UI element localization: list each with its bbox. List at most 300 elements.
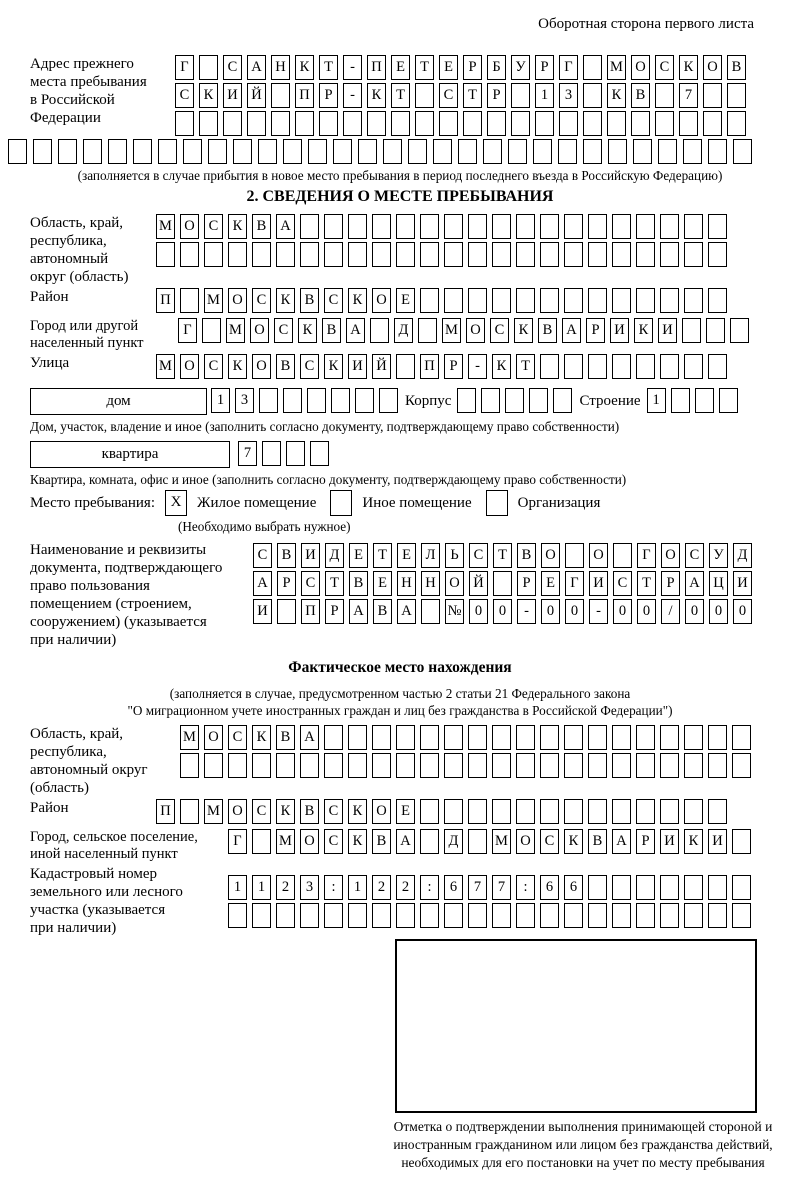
char-cell[interactable] <box>468 214 487 239</box>
char-cell[interactable]: С <box>469 543 488 568</box>
char-cell[interactable] <box>271 83 290 108</box>
char-cell[interactable] <box>492 288 511 313</box>
char-cell[interactable] <box>684 214 703 239</box>
char-cell[interactable] <box>732 753 751 778</box>
char-cell[interactable]: И <box>658 318 677 343</box>
char-cell[interactable] <box>228 903 247 928</box>
char-cell[interactable] <box>276 242 295 267</box>
char-cell[interactable]: Й <box>372 354 391 379</box>
char-cell[interactable]: 0 <box>469 599 488 624</box>
char-cell[interactable] <box>588 725 607 750</box>
char-cell[interactable] <box>540 799 559 824</box>
char-cell[interactable] <box>421 599 440 624</box>
char-cell[interactable]: С <box>204 354 223 379</box>
char-cell[interactable]: Т <box>493 543 512 568</box>
char-cell[interactable] <box>706 318 725 343</box>
char-cell[interactable]: Т <box>391 83 410 108</box>
char-cell[interactable] <box>247 111 266 136</box>
char-cell[interactable]: В <box>517 543 536 568</box>
char-cell[interactable] <box>108 139 127 164</box>
char-cell[interactable]: С <box>223 55 242 80</box>
char-cell[interactable]: 0 <box>541 599 560 624</box>
char-cell[interactable]: Д <box>444 829 463 854</box>
char-cell[interactable]: Д <box>733 543 752 568</box>
char-cell[interactable] <box>277 599 296 624</box>
char-cell[interactable] <box>468 799 487 824</box>
char-cell[interactable] <box>588 753 607 778</box>
char-cell[interactable] <box>540 242 559 267</box>
char-cell[interactable]: С <box>439 83 458 108</box>
char-cell[interactable] <box>703 111 722 136</box>
house-field-box[interactable]: дом <box>30 388 207 415</box>
char-cell[interactable]: Т <box>415 55 434 80</box>
char-cell[interactable] <box>348 242 367 267</box>
char-cell[interactable]: К <box>348 288 367 313</box>
char-cell[interactable]: И <box>610 318 629 343</box>
char-cell[interactable]: С <box>324 799 343 824</box>
char-cell[interactable]: В <box>373 599 392 624</box>
char-cell[interactable]: Р <box>277 571 296 596</box>
char-cell[interactable]: И <box>733 571 752 596</box>
char-cell[interactable] <box>391 111 410 136</box>
char-cell[interactable] <box>420 799 439 824</box>
char-cell[interactable] <box>564 214 583 239</box>
char-cell[interactable] <box>660 903 679 928</box>
char-cell[interactable] <box>420 753 439 778</box>
char-cell[interactable]: П <box>295 83 314 108</box>
char-cell[interactable] <box>58 139 77 164</box>
char-cell[interactable] <box>583 55 602 80</box>
char-cell[interactable]: 3 <box>235 388 254 413</box>
char-cell[interactable] <box>564 799 583 824</box>
char-cell[interactable] <box>324 753 343 778</box>
char-cell[interactable] <box>612 242 631 267</box>
char-cell[interactable]: Р <box>517 571 536 596</box>
char-cell[interactable]: В <box>727 55 746 80</box>
char-cell[interactable] <box>612 354 631 379</box>
char-cell[interactable] <box>708 875 727 900</box>
char-cell[interactable] <box>158 139 177 164</box>
char-cell[interactable]: О <box>372 288 391 313</box>
char-cell[interactable]: К <box>679 55 698 80</box>
char-cell[interactable] <box>708 139 727 164</box>
char-cell[interactable] <box>660 875 679 900</box>
char-cell[interactable] <box>684 903 703 928</box>
char-cell[interactable] <box>331 388 350 413</box>
char-cell[interactable] <box>684 288 703 313</box>
char-cell[interactable] <box>319 111 338 136</box>
char-cell[interactable]: 1 <box>647 388 666 413</box>
char-cell[interactable] <box>468 288 487 313</box>
char-cell[interactable] <box>396 753 415 778</box>
char-cell[interactable]: М <box>607 55 626 80</box>
char-cell[interactable] <box>516 242 535 267</box>
char-cell[interactable] <box>511 83 530 108</box>
char-cell[interactable]: Р <box>319 83 338 108</box>
char-cell[interactable] <box>612 875 631 900</box>
checkbox-other-premises[interactable] <box>330 490 352 516</box>
char-cell[interactable]: М <box>204 288 223 313</box>
char-cell[interactable] <box>444 214 463 239</box>
char-cell[interactable] <box>682 318 701 343</box>
char-cell[interactable]: 7 <box>468 875 487 900</box>
char-cell[interactable]: П <box>367 55 386 80</box>
char-cell[interactable] <box>276 753 295 778</box>
char-cell[interactable]: Г <box>637 543 656 568</box>
char-cell[interactable] <box>533 139 552 164</box>
char-cell[interactable] <box>633 139 652 164</box>
char-cell[interactable] <box>370 318 389 343</box>
char-cell[interactable]: 0 <box>733 599 752 624</box>
char-cell[interactable]: М <box>276 829 295 854</box>
char-cell[interactable]: Р <box>325 599 344 624</box>
char-cell[interactable] <box>558 139 577 164</box>
char-cell[interactable] <box>658 139 677 164</box>
char-cell[interactable]: О <box>516 829 535 854</box>
char-cell[interactable] <box>233 139 252 164</box>
char-cell[interactable] <box>684 725 703 750</box>
char-cell[interactable]: К <box>684 829 703 854</box>
char-cell[interactable] <box>559 111 578 136</box>
char-cell[interactable]: Е <box>391 55 410 80</box>
char-cell[interactable] <box>612 288 631 313</box>
char-cell[interactable]: К <box>367 83 386 108</box>
char-cell[interactable] <box>636 354 655 379</box>
char-cell[interactable]: Р <box>535 55 554 80</box>
char-cell[interactable] <box>684 354 703 379</box>
char-cell[interactable] <box>372 242 391 267</box>
char-cell[interactable] <box>660 242 679 267</box>
char-cell[interactable] <box>565 543 584 568</box>
char-cell[interactable]: Ь <box>445 543 464 568</box>
char-cell[interactable]: К <box>295 55 314 80</box>
char-cell[interactable] <box>383 139 402 164</box>
char-cell[interactable]: Т <box>319 55 338 80</box>
char-cell[interactable] <box>300 903 319 928</box>
char-cell[interactable]: Е <box>541 571 560 596</box>
char-cell[interactable]: / <box>661 599 680 624</box>
char-cell[interactable] <box>418 318 437 343</box>
char-cell[interactable] <box>324 725 343 750</box>
char-cell[interactable] <box>612 214 631 239</box>
char-cell[interactable]: - <box>517 599 536 624</box>
char-cell[interactable] <box>516 725 535 750</box>
char-cell[interactable]: У <box>511 55 530 80</box>
char-cell[interactable] <box>708 354 727 379</box>
char-cell[interactable]: И <box>348 354 367 379</box>
char-cell[interactable]: М <box>226 318 245 343</box>
char-cell[interactable] <box>199 55 218 80</box>
char-cell[interactable] <box>300 753 319 778</box>
char-cell[interactable] <box>481 388 500 413</box>
char-cell[interactable] <box>283 388 302 413</box>
char-cell[interactable] <box>415 111 434 136</box>
char-cell[interactable] <box>444 725 463 750</box>
char-cell[interactable] <box>684 875 703 900</box>
char-cell[interactable] <box>420 903 439 928</box>
char-cell[interactable] <box>732 875 751 900</box>
checkbox-organization[interactable] <box>486 490 508 516</box>
char-cell[interactable] <box>492 753 511 778</box>
char-cell[interactable]: 0 <box>613 599 632 624</box>
char-cell[interactable]: Д <box>325 543 344 568</box>
char-cell[interactable] <box>492 242 511 267</box>
char-cell[interactable]: Б <box>487 55 506 80</box>
char-cell[interactable] <box>372 214 391 239</box>
char-cell[interactable] <box>684 799 703 824</box>
char-cell[interactable] <box>684 753 703 778</box>
char-cell[interactable] <box>564 753 583 778</box>
char-cell[interactable]: Г <box>565 571 584 596</box>
char-cell[interactable]: 6 <box>444 875 463 900</box>
char-cell[interactable]: Й <box>469 571 488 596</box>
char-cell[interactable] <box>612 753 631 778</box>
apartment-field-box[interactable]: квартира <box>30 441 230 468</box>
char-cell[interactable] <box>308 139 327 164</box>
char-cell[interactable]: 6 <box>564 875 583 900</box>
char-cell[interactable] <box>553 388 572 413</box>
char-cell[interactable] <box>468 829 487 854</box>
char-cell[interactable] <box>493 571 512 596</box>
char-cell[interactable] <box>343 111 362 136</box>
char-cell[interactable] <box>730 318 749 343</box>
char-cell[interactable] <box>444 753 463 778</box>
char-cell[interactable]: П <box>420 354 439 379</box>
char-cell[interactable]: А <box>276 214 295 239</box>
char-cell[interactable]: К <box>564 829 583 854</box>
char-cell[interactable] <box>408 139 427 164</box>
char-cell[interactable] <box>228 242 247 267</box>
char-cell[interactable] <box>33 139 52 164</box>
char-cell[interactable] <box>636 288 655 313</box>
char-cell[interactable] <box>540 725 559 750</box>
char-cell[interactable] <box>396 214 415 239</box>
char-cell[interactable]: 3 <box>559 83 578 108</box>
char-cell[interactable] <box>415 83 434 108</box>
char-cell[interactable] <box>511 111 530 136</box>
char-cell[interactable] <box>636 214 655 239</box>
char-cell[interactable]: О <box>466 318 485 343</box>
char-cell[interactable] <box>535 111 554 136</box>
char-cell[interactable]: 1 <box>211 388 230 413</box>
char-cell[interactable]: В <box>372 829 391 854</box>
char-cell[interactable]: Е <box>396 288 415 313</box>
char-cell[interactable] <box>276 903 295 928</box>
char-cell[interactable] <box>516 214 535 239</box>
char-cell[interactable] <box>612 725 631 750</box>
char-cell[interactable] <box>324 214 343 239</box>
char-cell[interactable] <box>204 753 223 778</box>
char-cell[interactable]: В <box>588 829 607 854</box>
char-cell[interactable] <box>433 139 452 164</box>
char-cell[interactable] <box>703 83 722 108</box>
char-cell[interactable]: - <box>589 599 608 624</box>
char-cell[interactable] <box>258 139 277 164</box>
char-cell[interactable]: К <box>228 214 247 239</box>
char-cell[interactable] <box>295 111 314 136</box>
char-cell[interactable] <box>444 288 463 313</box>
char-cell[interactable] <box>202 318 221 343</box>
char-cell[interactable] <box>492 799 511 824</box>
char-cell[interactable]: И <box>660 829 679 854</box>
char-cell[interactable]: С <box>300 354 319 379</box>
char-cell[interactable]: Е <box>373 571 392 596</box>
char-cell[interactable]: К <box>276 288 295 313</box>
char-cell[interactable] <box>208 139 227 164</box>
char-cell[interactable] <box>732 829 751 854</box>
char-cell[interactable] <box>492 725 511 750</box>
char-cell[interactable] <box>300 214 319 239</box>
char-cell[interactable] <box>613 543 632 568</box>
char-cell[interactable]: Т <box>463 83 482 108</box>
char-cell[interactable] <box>588 288 607 313</box>
char-cell[interactable]: В <box>252 214 271 239</box>
char-cell[interactable]: П <box>301 599 320 624</box>
char-cell[interactable] <box>487 111 506 136</box>
char-cell[interactable]: Т <box>516 354 535 379</box>
char-cell[interactable] <box>708 753 727 778</box>
char-cell[interactable] <box>492 214 511 239</box>
char-cell[interactable] <box>636 242 655 267</box>
char-cell[interactable]: 2 <box>276 875 295 900</box>
char-cell[interactable] <box>348 903 367 928</box>
char-cell[interactable] <box>564 903 583 928</box>
char-cell[interactable]: Р <box>463 55 482 80</box>
char-cell[interactable] <box>588 799 607 824</box>
char-cell[interactable]: О <box>372 799 391 824</box>
char-cell[interactable] <box>660 753 679 778</box>
char-cell[interactable] <box>516 799 535 824</box>
char-cell[interactable] <box>564 288 583 313</box>
char-cell[interactable] <box>660 354 679 379</box>
char-cell[interactable] <box>252 903 271 928</box>
char-cell[interactable] <box>679 111 698 136</box>
char-cell[interactable] <box>516 753 535 778</box>
char-cell[interactable] <box>583 139 602 164</box>
char-cell[interactable]: 6 <box>540 875 559 900</box>
char-cell[interactable]: Р <box>661 571 680 596</box>
char-cell[interactable] <box>588 875 607 900</box>
char-cell[interactable]: Е <box>396 799 415 824</box>
char-cell[interactable]: 1 <box>228 875 247 900</box>
char-cell[interactable]: Й <box>247 83 266 108</box>
char-cell[interactable]: М <box>156 354 175 379</box>
char-cell[interactable] <box>348 214 367 239</box>
char-cell[interactable]: В <box>277 543 296 568</box>
char-cell[interactable] <box>180 753 199 778</box>
char-cell[interactable]: А <box>396 829 415 854</box>
char-cell[interactable]: С <box>252 288 271 313</box>
char-cell[interactable]: А <box>346 318 365 343</box>
char-cell[interactable]: С <box>613 571 632 596</box>
char-cell[interactable]: О <box>204 725 223 750</box>
char-cell[interactable] <box>583 83 602 108</box>
char-cell[interactable]: : <box>324 875 343 900</box>
char-cell[interactable] <box>396 354 415 379</box>
char-cell[interactable]: К <box>514 318 533 343</box>
char-cell[interactable] <box>727 111 746 136</box>
char-cell[interactable] <box>348 725 367 750</box>
char-cell[interactable] <box>420 242 439 267</box>
char-cell[interactable]: С <box>252 799 271 824</box>
char-cell[interactable]: В <box>276 725 295 750</box>
char-cell[interactable]: А <box>253 571 272 596</box>
char-cell[interactable] <box>396 903 415 928</box>
char-cell[interactable]: О <box>703 55 722 80</box>
char-cell[interactable]: Р <box>444 354 463 379</box>
char-cell[interactable]: О <box>445 571 464 596</box>
char-cell[interactable] <box>458 139 477 164</box>
char-cell[interactable]: Д <box>394 318 413 343</box>
char-cell[interactable]: В <box>322 318 341 343</box>
char-cell[interactable] <box>310 441 329 466</box>
char-cell[interactable] <box>228 753 247 778</box>
char-cell[interactable]: А <box>612 829 631 854</box>
char-cell[interactable]: Р <box>487 83 506 108</box>
char-cell[interactable] <box>636 799 655 824</box>
char-cell[interactable]: Г <box>228 829 247 854</box>
char-cell[interactable] <box>396 725 415 750</box>
char-cell[interactable]: С <box>253 543 272 568</box>
char-cell[interactable]: К <box>276 799 295 824</box>
char-cell[interactable]: С <box>540 829 559 854</box>
char-cell[interactable] <box>636 753 655 778</box>
char-cell[interactable] <box>175 111 194 136</box>
char-cell[interactable]: О <box>180 354 199 379</box>
char-cell[interactable] <box>607 111 626 136</box>
char-cell[interactable]: С <box>301 571 320 596</box>
char-cell[interactable] <box>540 903 559 928</box>
char-cell[interactable]: - <box>468 354 487 379</box>
char-cell[interactable]: В <box>349 571 368 596</box>
char-cell[interactable] <box>655 83 674 108</box>
char-cell[interactable]: С <box>324 288 343 313</box>
char-cell[interactable]: И <box>223 83 242 108</box>
char-cell[interactable] <box>324 903 343 928</box>
char-cell[interactable]: Е <box>439 55 458 80</box>
char-cell[interactable] <box>252 753 271 778</box>
char-cell[interactable]: О <box>252 354 271 379</box>
char-cell[interactable]: И <box>589 571 608 596</box>
char-cell[interactable] <box>732 725 751 750</box>
char-cell[interactable]: К <box>348 799 367 824</box>
char-cell[interactable]: К <box>324 354 343 379</box>
char-cell[interactable]: - <box>343 55 362 80</box>
char-cell[interactable] <box>8 139 27 164</box>
char-cell[interactable]: 0 <box>493 599 512 624</box>
char-cell[interactable] <box>444 242 463 267</box>
char-cell[interactable] <box>732 903 751 928</box>
char-cell[interactable] <box>372 903 391 928</box>
char-cell[interactable] <box>516 903 535 928</box>
char-cell[interactable] <box>733 139 752 164</box>
char-cell[interactable] <box>180 242 199 267</box>
char-cell[interactable]: П <box>156 288 175 313</box>
char-cell[interactable] <box>420 214 439 239</box>
char-cell[interactable] <box>708 903 727 928</box>
char-cell[interactable] <box>286 441 305 466</box>
char-cell[interactable]: К <box>199 83 218 108</box>
char-cell[interactable]: К <box>492 354 511 379</box>
char-cell[interactable]: О <box>661 543 680 568</box>
char-cell[interactable] <box>204 242 223 267</box>
char-cell[interactable]: И <box>708 829 727 854</box>
char-cell[interactable]: В <box>300 799 319 824</box>
char-cell[interactable]: Е <box>397 543 416 568</box>
char-cell[interactable]: М <box>492 829 511 854</box>
char-cell[interactable] <box>348 753 367 778</box>
char-cell[interactable] <box>379 388 398 413</box>
